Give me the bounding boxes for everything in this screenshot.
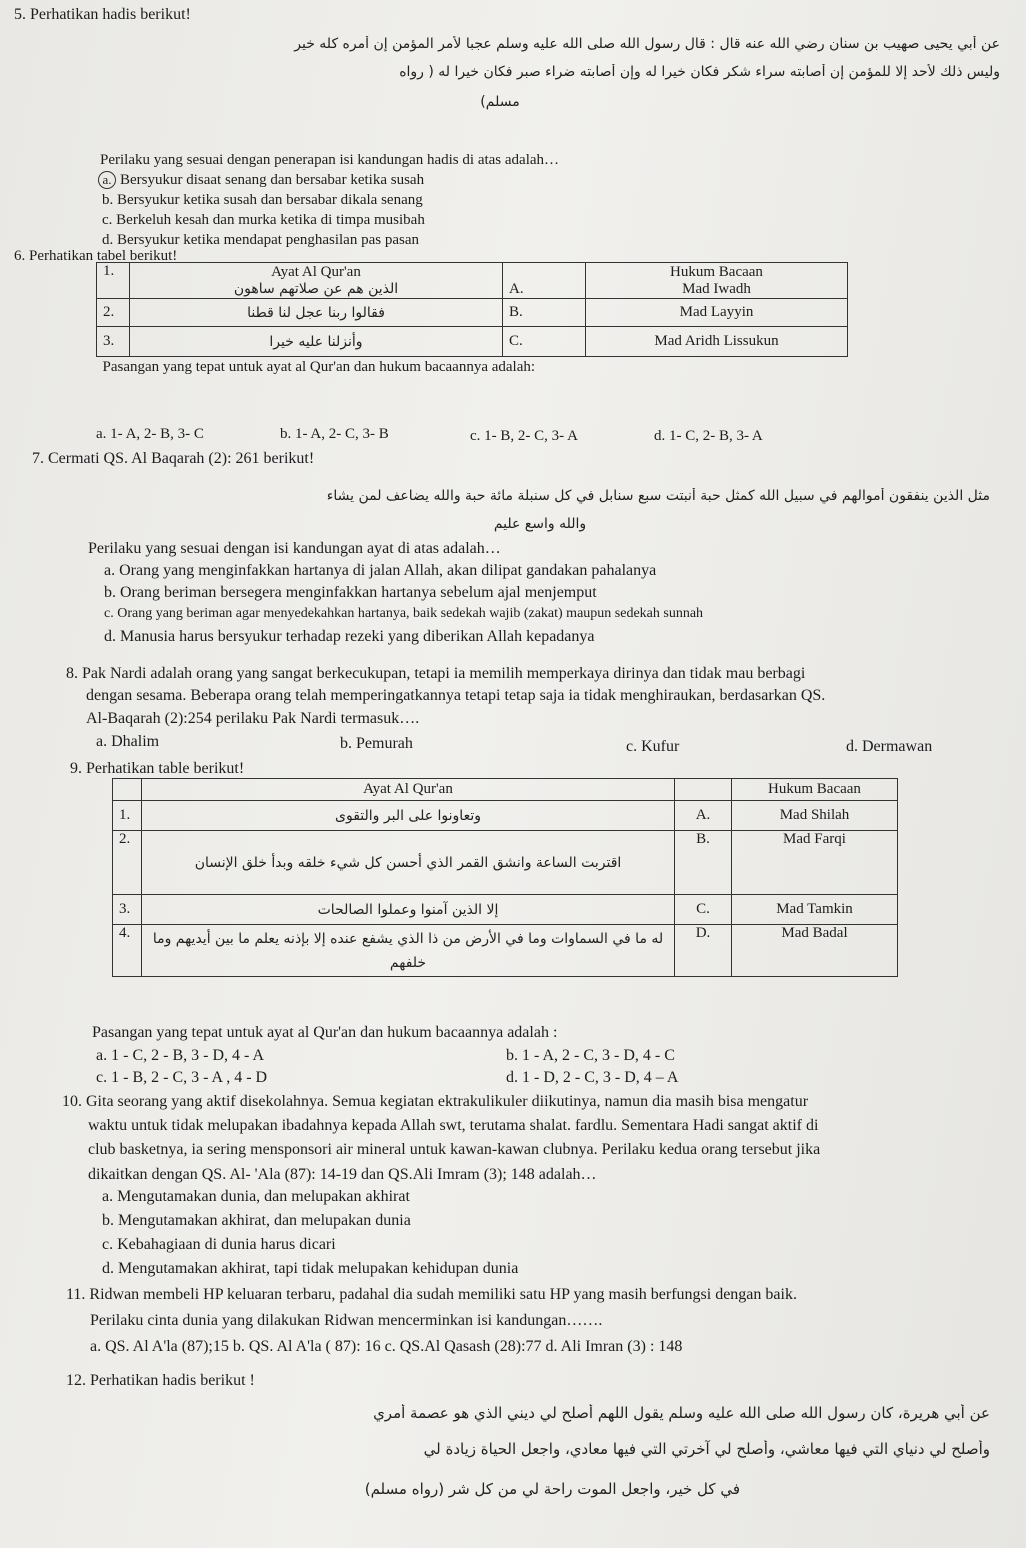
q7-ayat-line2: والله واسع عليم [493,516,587,532]
q9-option-a[interactable]: a. 1 - C, 2 - B, 3 - D, 4 - A [96,1047,264,1064]
q5-option-a[interactable]: a. Bersyukur disaat senang dan bersabar ketika susah [98,171,424,189]
q10-option-b[interactable]: b. Mengutamakan akhirat, dan melupakan dunia [102,1212,411,1229]
q9-header-hukum: Hukum Bacaan [732,779,898,801]
q10-option-d[interactable]: d. Mengutamakan akhirat, tapi tidak melupakan kehidupan dunia [102,1260,519,1277]
q9-hukum-3: Mad Tamkin [732,895,898,925]
q12-hadith-line3: في كل خير، واجعل الموت راحة لي من كل شر (رواه مسلم) [364,1480,740,1498]
q8-option-c[interactable]: c. Kufur [626,738,680,755]
q5-hadith-line3: مسلم) [480,94,520,110]
q10-option-c[interactable]: c. Kebahagiaan di dunia harus dicari [102,1236,336,1253]
q6-option-c[interactable]: c. 1- B, 2- C, 3- A [470,428,578,444]
q6-hukum-1: Mad Iwadh [682,280,751,297]
q8-line1: 8. Pak Nardi adalah orang yang sangat berkecukupan, tetapi ia memilih memperkaya dirinya dan tidak mau berbagi [66,665,806,682]
q12-title: 12. Perhatikan hadis berikut ! [66,1372,255,1389]
q7-option-b[interactable]: b. Orang beriman bersegera menginfakkan hartanya sebelum ajal menjemput [104,584,597,601]
q6-title: 6. Perhatikan tabel berikut! [14,248,178,264]
q7-option-c[interactable]: c. Orang yang beriman agar menyedekahkan hartanya, baik sedekah wajib (zakat) maupun sedekah sunnah [104,606,704,621]
q6-letter: C. [503,327,586,357]
q9-option-c[interactable]: c. 1 - B, 2 - C, 3 - A , 4 - D [96,1069,268,1086]
q10-line2: waktu untuk tidak melupakan ibadahnya kepada Allah swt, terutama shalat. fardlu. Sementara Hadi sangat aktif di [88,1117,819,1134]
q8-line2: dengan sesama. Beberapa orang telah memperingatkannya tetapi tetap saja ia tidak menghiraukan, berdasarkan QS. [86,687,826,704]
q9-letter: A. [675,801,732,831]
q6-ayat-3: وأنزلنا عليه خيرا [130,327,503,357]
q9-row-number: 2. [113,831,142,895]
q6-hukum-3: Mad Aridh Lissukun [586,327,848,357]
q11-options[interactable]: a. QS. Al A'la (87);15 b. QS. Al A'la ( 87): 16 c. QS.Al Qasash (28):77 d. Ali Imran (3) : 148 [90,1338,683,1355]
q5-hadith-line1: عن أبي يحيى صهيب بن سنان رضي الله عنه قال : قال رسول الله صلى الله عليه وسلم عجبا لأمر المؤمن إن أمره كله خير [294,36,1000,52]
q9-letter: D. [675,925,732,977]
q10-option-a[interactable]: a. Mengutamakan dunia, dan melupakan akhirat [102,1188,410,1205]
q6-header-hukum: Hukum Bacaan [670,263,763,280]
q9-letter: B. [675,831,732,895]
q9-hukum-1: Mad Shilah [732,801,898,831]
q6-header-ayat: Ayat Al Qur'an [271,264,361,280]
q5-question: Perilaku yang sesuai dengan penerapan isi kandungan hadis di atas adalah… [100,152,560,168]
q9-ayat-4: له ما في السماوات وما في الأرض من ذا الذي يشفع عنده إلا بإذنه يعلم ما بين أيديهم وما خلفهم [142,925,675,977]
q11-line2: Perilaku cinta dunia yang dilakukan Ridwan mencerminkan isi kandungan……. [90,1312,603,1329]
q9-ayat-1: وتعاونوا على البر والتقوى [142,801,675,831]
q9-row-number: 1. [113,801,142,831]
q8-option-b[interactable]: b. Pemurah [340,735,413,752]
q6-row-number: 3. [97,327,130,357]
q8-line3: Al-Baqarah (2):254 perilaku Pak Nardi termasuk…. [86,710,420,727]
q9-table [112,778,898,977]
q11-line1: 11. Ridwan membeli HP keluaran terbaru, padahal dia sudah memiliki satu HP yang masih berfungsi dengan baik. [66,1286,797,1303]
q7-ayat-line1: مثل الذين ينفقون أموالهم في سبيل الله كمثل حبة أنبتت سبع سنابل في كل سنبلة مائة حبة والله يضاعف لمن يشاء [326,488,990,504]
q6-row-number: 1. [97,263,130,299]
q8-option-d[interactable]: d. Dermawan [846,738,933,755]
q6-letter: B. [503,299,586,327]
q6-option-b[interactable]: b. 1- A, 2- C, 3- B [280,426,389,442]
q9-hukum-4: Mad Badal [732,925,898,977]
q9-footer: Pasangan yang tepat untuk ayat al Qur'an dan hukum bacaannya adalah : [92,1024,558,1041]
q9-letter: C. [675,895,732,925]
q9-row-number: 4. [113,925,142,977]
answer-circle-mark: a. [98,171,116,189]
q10-line3: club basketnya, ia sering mensponsori air mineral untuk kawan-kawan clubnya. Perilaku kedua orang tersebut jika [88,1141,821,1158]
q9-option-d[interactable]: d. 1 - D, 2 - C, 3 - D, 4 – A [506,1069,679,1086]
q6-option-d[interactable]: d. 1- C, 2- B, 3- A [654,428,763,444]
q9-ayat-3: إلا الذين آمنوا وعملوا الصالحات [142,895,675,925]
q12-hadith-line1: عن أبي هريرة، كان رسول الله صلى الله عليه وسلم يقول اللهم أصلح لي ديني الذي هو عصمة أمري [373,1404,990,1422]
q6-ayat-2: فقالوا ربنا عجل لنا قطنا [130,299,503,327]
q9-header-ayat: Ayat Al Qur'an [142,779,675,801]
q6-row-number: 2. [97,299,130,327]
q6-option-a[interactable]: a. 1- A, 2- B, 3- C [96,426,204,442]
q9-title: 9. Perhatikan table berikut! [70,760,245,777]
q6-hukum-2: Mad Layyin [586,299,848,327]
q8-option-a[interactable]: a. Dhalim [96,733,160,750]
q5-option-d[interactable]: d. Bersyukur ketika mendapat penghasilan pas pasan [102,232,419,248]
q5-title: 5. Perhatikan hadis berikut! [14,6,191,23]
q5-hadith-line2: وليس ذلك لأحد إلا للمؤمن إن أصابته سراء شكر فكان خيرا له وإن أصابته ضراء صبر فكان خيرا له ( رواه [399,64,1000,80]
q7-title: 7. Cermati QS. Al Baqarah (2): 261 berikut! [32,450,315,467]
q7-question: Perilaku yang sesuai dengan isi kandungan ayat di atas adalah… [88,540,501,557]
q9-hukum-2: Mad Farqi [732,831,898,895]
q5-option-c[interactable]: c. Berkeluh kesah dan murka ketika di timpa musibah [102,212,425,228]
q5-option-b[interactable]: b. Bersyukur ketika susah dan bersabar dikala senang [102,192,423,208]
q9-option-b[interactable]: b. 1 - A, 2 - C, 3 - D, 4 - C [506,1047,675,1064]
q6-letter: A. [503,263,586,299]
q7-option-d[interactable]: d. Manusia harus bersyukur terhadap rezeki yang diberikan Allah kepadanya [104,628,595,645]
q6-ayat-1: الذين هم عن صلاتهم ساهون [233,281,399,297]
q7-option-a[interactable]: a. Orang yang menginfakkan hartanya di jalan Allah, akan dilipat gandakan pahalanya [104,562,657,579]
q10-line1: 10. Gita seorang yang aktif disekolahnya. Semua kegiatan ektrakulikuler diikutinya, namun dia masih bisa mengatur [62,1093,809,1110]
q6-hukum-cell [586,263,848,299]
q9-row-number: 3. [113,895,142,925]
q10-line4: dikaitkan dengan QS. Al- 'Ala (87): 14-19 dan QS.Ali Imram (3); 148 adalah… [88,1166,597,1183]
q9-ayat-2: اقتربت الساعة وانشق القمر الذي أحسن كل شيء خلقه وبدأ خلق الإنسان [142,831,675,895]
q6-footer: Pasangan yang tepat untuk ayat al Qur'an dan hukum bacaannya adalah: [102,359,536,376]
q6-ayat-cell [130,263,503,299]
q6-table [96,262,848,379]
q12-hadith-line2: وأصلح لي دنياي التي فيها معاشي، وأصلح لي آخرتي التي فيها معادي، واجعل الحياة زيادة لي [423,1440,990,1458]
